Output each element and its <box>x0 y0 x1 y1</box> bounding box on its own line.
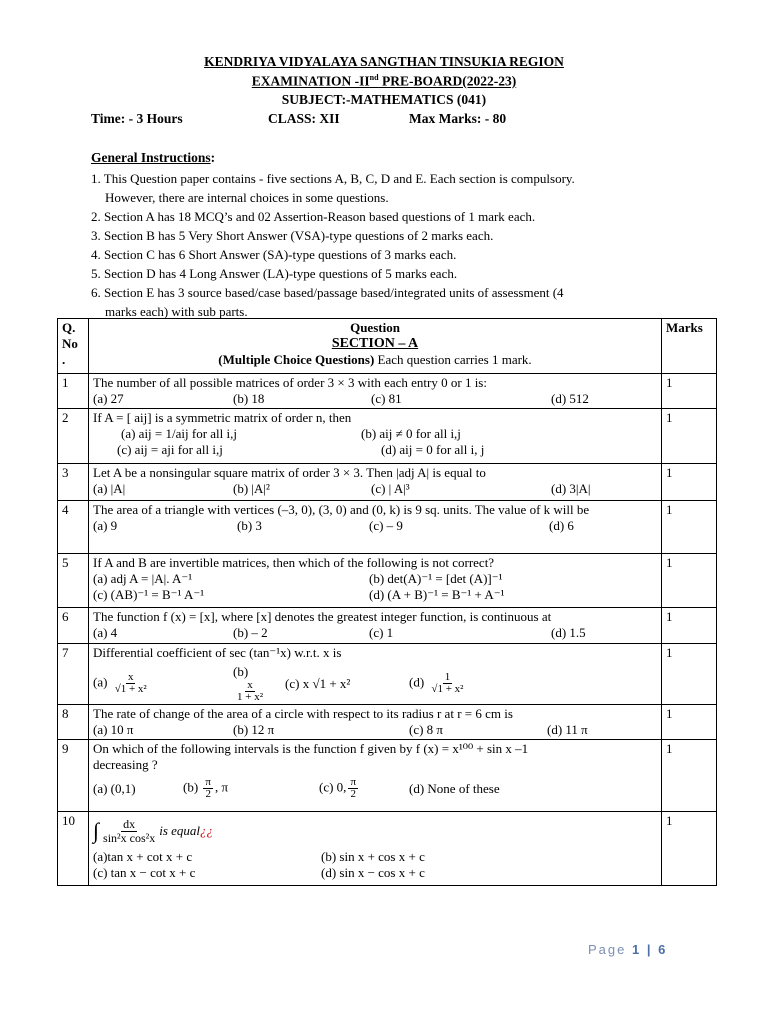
instruction-item: 2. Section A has 18 MCQ’s and 02 Assertion-Reason based questions of 1 mark each. <box>91 209 536 224</box>
instruction-item: 4. Section C has 6 Short Answer (SA)-type questions of 3 marks each. <box>91 247 457 262</box>
school-title: KENDRIYA VIDYALAYA SANGTHAN TINSUKIA REGION <box>204 54 564 69</box>
table-row: 5 If A and B are invertible matrices, then which of the following is not correct? (a) adj A = |A|. A⁻¹ (b) det(A)⁻¹ = [det (A)]⁻¹ (c) (AB)⁻¹ = B⁻¹ A⁻¹ (d) (A + B)⁻¹ = B⁻¹ + A⁻¹ 1 <box>58 554 717 608</box>
table-row: 2 If A = [ aij] is a symmetric matrix of order n, then (a) aij = 1/aij for all i,j (b) aij ≠ 0 for all i,j (c) aij = aji for all i,j (d) aij = 0 for all i, j 1 <box>58 409 717 464</box>
table-row: 9 On which of the following intervals is the function f given by f (x) = x¹⁰⁰ + sin x –1 decreasing ? (a) (0,1) (b) $\frac{\pi}{2}$ , π (c) 0, $\frac{\pi}{2}$ (d) None of these 1 <box>58 740 717 812</box>
instruction-item: However, there are internal choices in some questions. <box>105 190 389 205</box>
q7-option-d: (d) $\frac{1}{\text{√1 + x²}}$ <box>409 671 464 695</box>
max-marks-label: Max Marks: - 80 <box>409 111 507 126</box>
table-header-row <box>58 319 717 374</box>
q7-option-c: (c) x √1 + x² <box>285 675 351 691</box>
instructions-list <box>91 169 671 321</box>
instruction-item: 5. Section D has 4 Long Answer (LA)-type questions of 5 marks each. <box>91 266 458 281</box>
table-row: 4 The area of a triangle with vertices (–3, 0), (3, 0) and (0, k) is 9 sq. units. The value of k will be (a) 9 (b) 3 (c) – 9 (d) 6 1 <box>58 501 717 554</box>
instruction-item: 6. Section E has 3 source based/case based/passage based/integrated units of assessment (4 <box>91 285 564 300</box>
subject-title: SUBJECT:-MATHEMATICS (041) <box>281 92 487 107</box>
q7-option-b: (b) $\frac{x}{\text{1 + x²}}$ <box>233 664 264 703</box>
table-row: 10 ∫ $\frac{dx}{\text{sin²x cos²x}}$ is equal ¿¿ (a)tan x + cot x + c (b) sin x + cos x + c (c) tan x − cot x + c (d) sin x − cos x + c 1 <box>58 812 717 886</box>
marks-header: Marks <box>662 319 717 374</box>
page-footer: Page 1 | 6 <box>588 942 668 957</box>
table-row: 8 The rate of change of the area of a circle with respect to its radius r at r = 6 cm is (a) 10 π (b) 12 π (c) 8 π (d) 11 π 1 <box>58 705 717 740</box>
instruction-item: 1. This Question paper contains - five sections A, B, C, D and E. Each section is compulsory. <box>91 171 575 186</box>
section-header: Question SECTION – A (Multiple Choice Questions) Each question carries 1 mark. <box>89 319 662 374</box>
instruction-item: 3. Section B has 5 Very Short Answer (VSA)-type questions of 2 marks each. <box>91 228 494 243</box>
q10-integral: ∫ $\frac{dx}{\text{sin²x cos²x}}$ is equal ¿¿ <box>93 816 214 845</box>
time-label: Time: - 3 Hours <box>91 111 183 126</box>
table-row: 3 Let A be a nonsingular square matrix of order 3 × 3. Then |adj A| is equal to (a) |A| (b) |A|² (c) | A|³ (d) 3|A| 1 <box>58 464 717 501</box>
instructions-title: General Instructions: <box>91 150 216 165</box>
q7-option-a: (a) $\frac{x}{\text{√1 + x²}}$ <box>93 671 147 695</box>
question-table <box>57 318 717 886</box>
table-row: 6 The function f (x) = [x], where [x] denotes the greatest integer function, is continuous at (a) 4 (b) – 2 (c) 1 (d) 1.5 1 <box>58 608 717 644</box>
instruction-item: marks each) with sub parts. <box>105 304 248 319</box>
table-row: 7 Differential coefficient of sec (tan⁻¹x) w.r.t. x is (a) $\frac{x}{\text{√1 + x²}}$ (b) $\frac{x}{\text{1 + x²}}$ (c) x √1 + x² (d) $\frac{1}{\text{√1 + x²}}$ 1 <box>58 644 717 705</box>
exam-title: EXAMINATION -IInd PRE-BOARD(2022-23) <box>251 73 517 89</box>
table-row: 1 The number of all possible matrices of order 3 × 3 with each entry 0 or 1 is: (a) 27 (b) 18 (c) 81 (d) 512 1 <box>58 374 717 409</box>
qno-header: Q. No . <box>58 319 89 374</box>
class-label: CLASS: XII <box>268 111 340 126</box>
